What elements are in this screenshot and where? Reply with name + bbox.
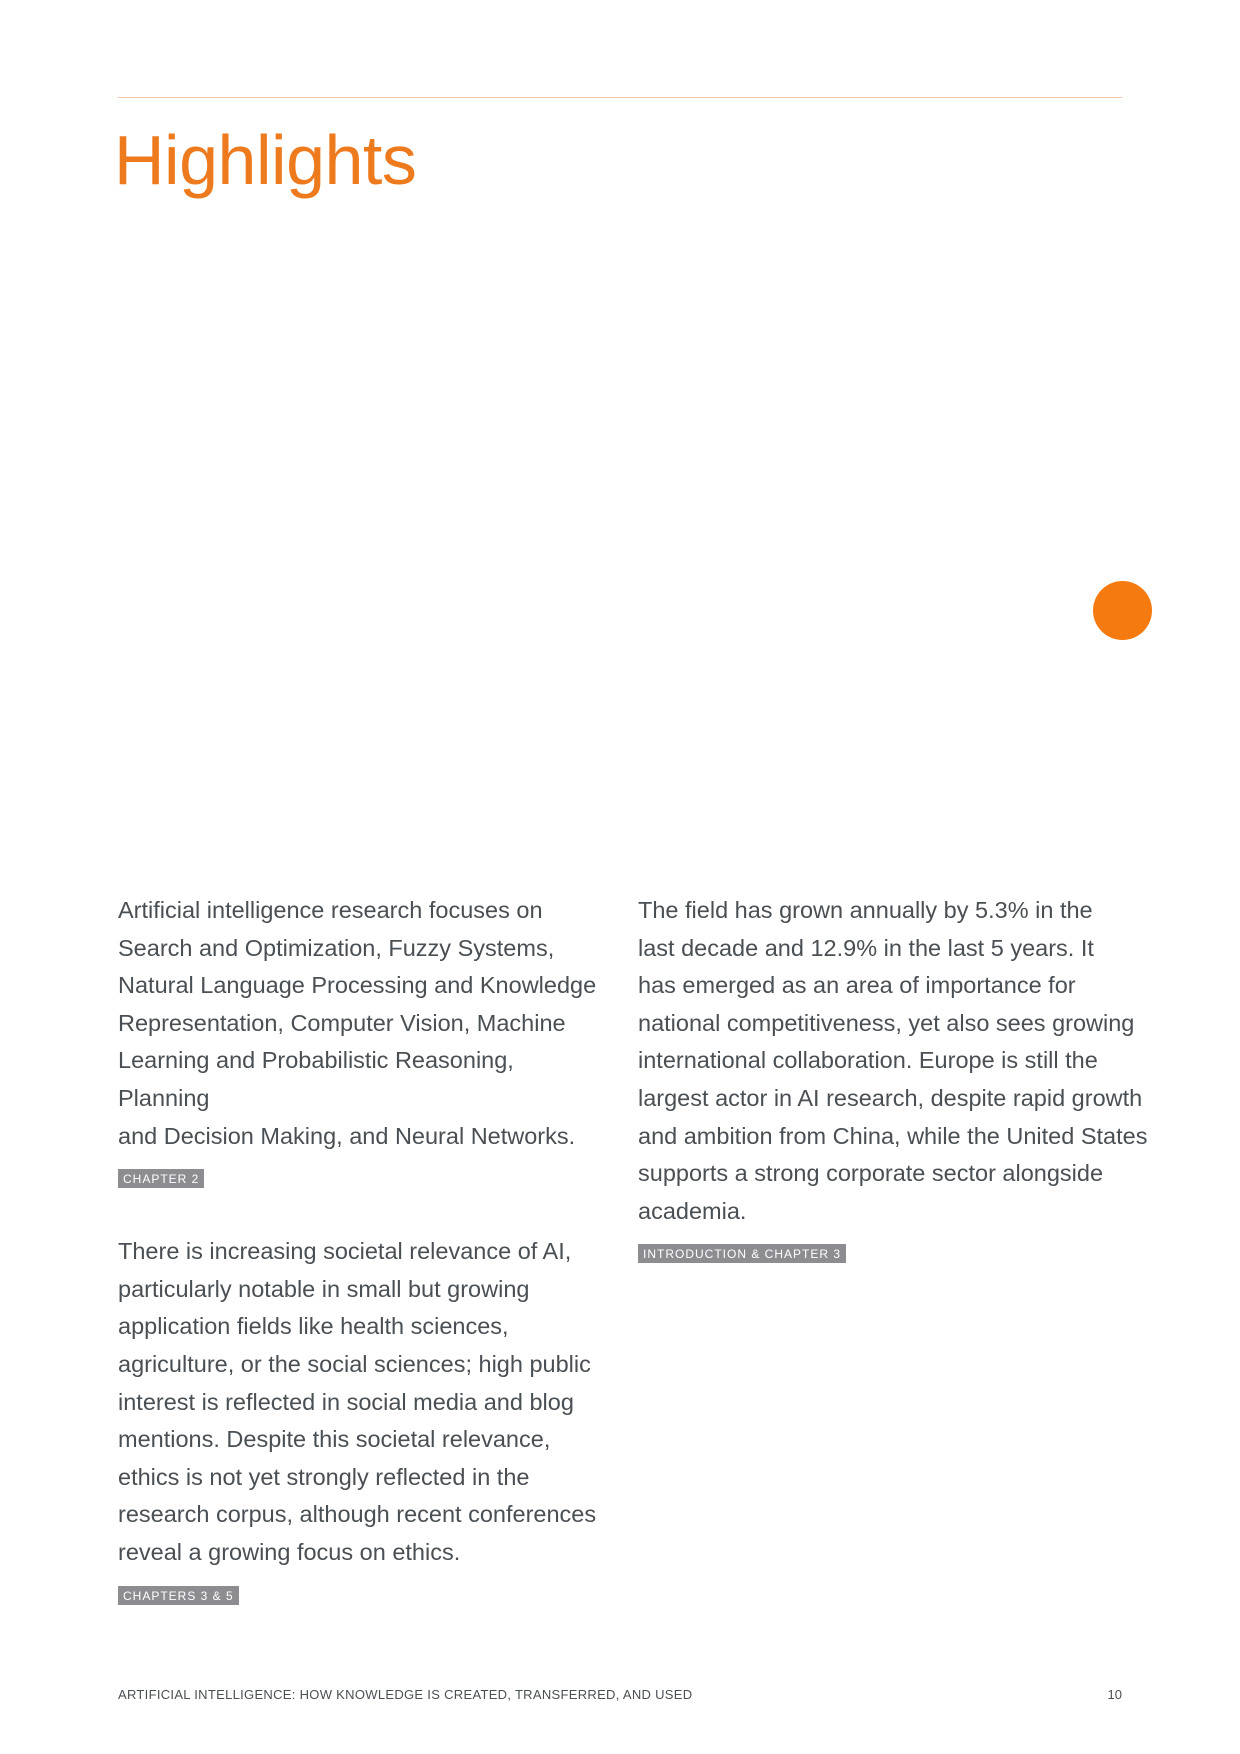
orange-dot-decoration — [1093, 581, 1152, 640]
chapter-tag: CHAPTERS 3 & 5 — [118, 1586, 239, 1605]
highlight-text: There is increasing societal relevance of AI, particularly notable in small but growing application fields like health sciences, agriculture, or the social sciences; high public interest is reflected in social media and blog mentions. Despite this societal relevance, ethics is not yet strongly reflected in the research corpus, although recent conferences reveal a growing focus on ethics. — [118, 1238, 597, 1565]
highlight-text: Artificial intelligence research focuses on Search and Optimization, Fuzzy Systems, Natural Language Processing and Knowledge Representation, Computer Vision, Machine Learning and Probabilistic Reasoning, Planning and Decision Making, and Neural Networks. — [118, 897, 597, 1149]
chapter-tag: CHAPTER 2 — [118, 1169, 204, 1188]
highlight-block — [638, 892, 1158, 1263]
chapter-tag: INTRODUCTION & CHAPTER 3 — [638, 1244, 846, 1263]
left-column — [118, 892, 610, 1605]
page-number: 10 — [1107, 1687, 1122, 1702]
highlight-block — [118, 1233, 610, 1604]
highlight-block — [118, 892, 610, 1188]
page-title: Highlights — [114, 121, 417, 199]
highlight-text: The field has grown annually by 5.3% in the last decade and 12.9% in the last 5 years. It has emerged as an area of importance for national competitiveness, yet also sees growing international collaboration. Europe is still the largest actor in AI research, despite rapid growth and ambition from China, while the United States supports a strong corporate sector alongside academia. — [638, 897, 1148, 1224]
right-column — [638, 892, 1158, 1263]
top-divider — [118, 97, 1122, 98]
footer-publication-title: ARTIFICIAL INTELLIGENCE: HOW KNOWLEDGE IS CREATED, TRANSFERRED, AND USED — [118, 1687, 693, 1702]
